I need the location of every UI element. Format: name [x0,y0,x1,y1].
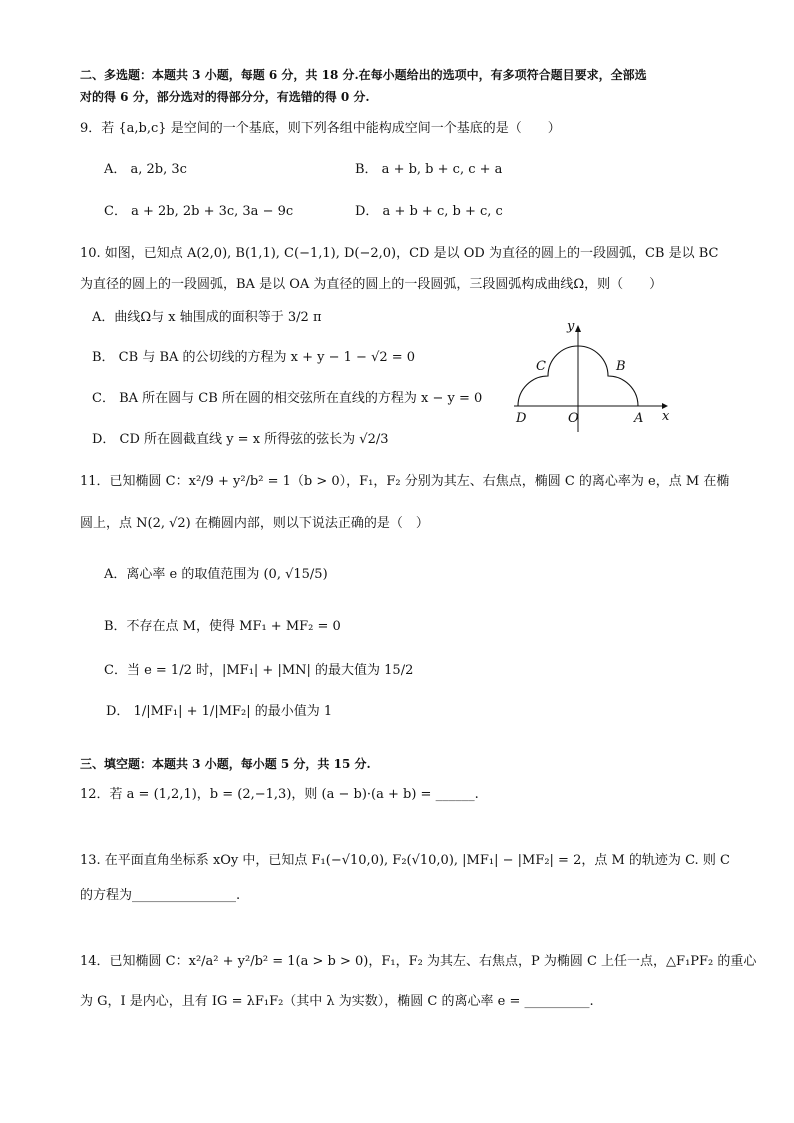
q10-option-c: C． BA 所在圆与 CB 所在圆的相交弦所在直线的方程为 x − y = 0 [92,391,483,406]
q12-text: 12．若 a = (1,2,1)，b = (2,−1,3)，则 (a − b)·(a + b) = ______. [80,787,479,802]
q10-stem-line2: 为直径的圆上的一段圆弧，BA 是以 OA 为直径的圆上的一段圆弧，三段圆弧构成曲线Ω，则（ ） [80,277,663,292]
q10-option-b: B． CB 与 BA 的公切线的方程为 x + y − 1 − √2 = 0 [92,350,416,365]
y-label: y [567,319,575,334]
q11-option-c: C．当 e = 1/2 时，|MF₁| + |MN| 的最大值为 15/2 [104,663,414,678]
q10-stem-line1: 10. 如图，已知点 A(2,0), B(1,1), C(−1,1), D(−2,0)，CD 是以 OD 为直径的圆上的一段圆弧，CB 是以 BC [80,246,719,261]
q11-option-a: A．离心率 e 的取值范围为 (0, √15/5) [104,567,328,582]
q13-line1: 13. 在平面直角坐标系 xOy 中，已知点 F₁(−√10,0), F₂(√10,0), |MF₁| − |MF₂| = 2，点 M 的轨迹为 C. 则 C [80,853,730,868]
q11-option-d: D． 1/|MF₁| + 1/|MF₂| 的最小值为 1 [106,704,333,719]
q14-line1: 14．已知椭圆 C：x²/a² + y²/b² = 1(a > b > 0)，F₁，F₂ 为其左、右焦点，P 为椭圆 C 上任一点，△F₁PF₂ 的重心 [80,954,757,969]
q11-stem-line1: 11．已知椭圆 C：x²/9 + y²/b² = 1（b > 0），F₁，F₂ 分别为其左、右焦点，椭圆 C 的离心率为 e，点 M 在椭 [80,474,730,489]
point-d-label: D [516,411,527,426]
x-label: x [662,409,670,424]
y-axis-arrow [575,325,581,332]
q10-option-d: D． CD 所在圆截直线 y = x 所得弦的弦长为 √2/3 [92,432,389,447]
q9-stem: 9．若 {a,b,c} 是空间的一个基底，则下列各组中能构成空间一个基底的是（ ） [80,121,561,136]
q9-option-c: C． a + 2b, 2b + 3c, 3a − 9c [104,204,294,219]
section-2-heading-line1: 二、多选题：本题共 3 小题，每题 6 分，共 18 分.在每小题给出的选项中，有多项符合题目要求，全部选 [80,68,647,82]
q9-option-b: B． a + b, b + c, c + a [355,162,503,177]
q9-option-a: A． a, 2b, 3c [104,162,187,177]
q10-figure [512,316,672,436]
point-b-label: B [616,359,626,374]
point-a-label: A [634,411,644,426]
q10-option-a: A．曲线Ω与 x 轴围成的面积等于 3/2 π [92,310,322,325]
origin-label: O [568,411,579,426]
section-3-heading: 三、填空题：本题共 3 小题，每小题 5 分，共 15 分. [80,757,371,771]
point-c-label: C [536,359,546,374]
q11-stem-line2: 圆上，点 N(2, √2) 在椭圆内部，则以下说法正确的是（ ） [80,516,429,531]
q9-option-d: D． a + b + c, b + c, c [355,204,503,219]
q11-option-b: B．不存在点 M，使得 MF₁ + MF₂ = 0 [104,619,341,634]
q13-line2: 的方程为________________. [80,888,241,903]
section-2-heading-line2: 对的得 6 分，部分选对的得部分分，有选错的得 0 分. [80,90,370,104]
q14-line2: 为 G，I 是内心，且有 IG = λF₁F₂（其中 λ 为实数），椭圆 C 的离心率 e = __________. [80,994,594,1009]
